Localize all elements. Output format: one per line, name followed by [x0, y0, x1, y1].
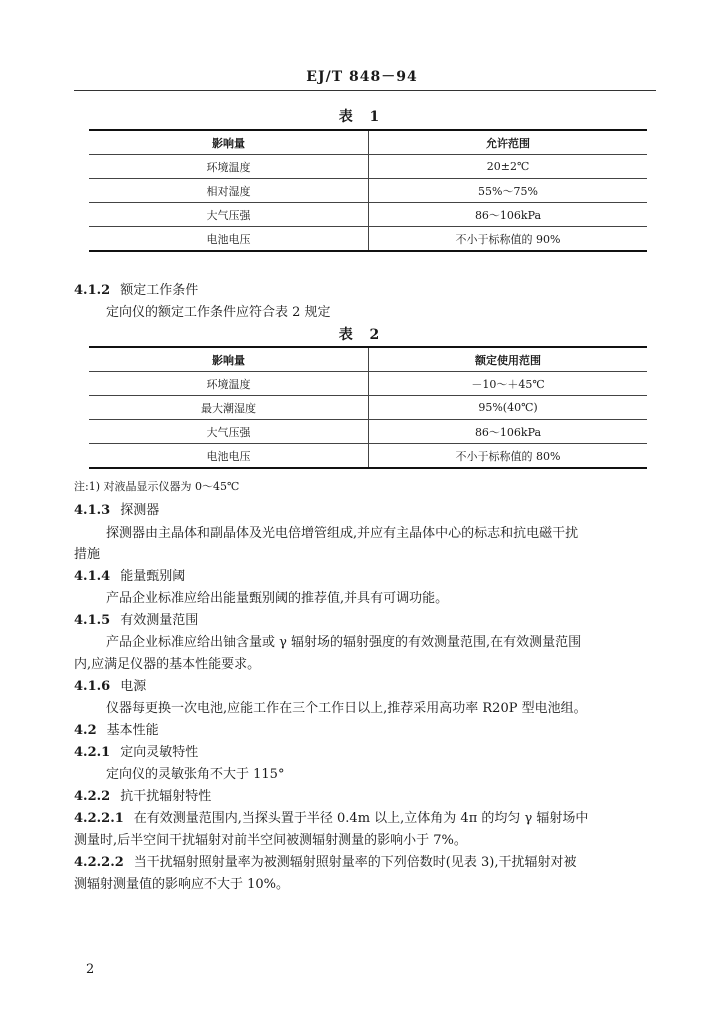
section-4-1-2-heading [74, 279, 198, 298]
table-row [89, 203, 647, 227]
paragraph-continuation: 测辐射测量值的影响应不大于 10%。 [74, 877, 290, 892]
table1-header-row [89, 130, 647, 155]
page-header: EJ/T 848－94 [306, 69, 418, 85]
table-cell: 电池电压 [89, 444, 369, 469]
table-cell: 95%(40℃) [369, 396, 648, 420]
table-cell: 大气压强 [89, 203, 369, 227]
paragraph: 产品企业标准应给出能量甄别阈的推荐值,并具有可调功能。 [106, 591, 449, 606]
table-cell: 环境温度 [89, 372, 369, 396]
paragraph-continuation: 措施 [74, 547, 101, 562]
section-4-1-3-heading [74, 499, 159, 518]
table2-caption: 表 2 [338, 327, 386, 343]
table-row [89, 179, 647, 203]
paragraph: 探测器由主晶体和副晶体及光电倍增管组成,并应有主晶体中心的标志和抗电磁干扰 [106, 526, 579, 541]
table2-col-header: 额定使用范围 [369, 347, 648, 372]
table2-col-header: 影响量 [89, 347, 369, 372]
table-cell: 大气压强 [89, 420, 369, 444]
section-4-2-heading [74, 719, 159, 738]
paragraph-text: 在有效测量范围内,当探头置于半径 0.4m 以上,立体角为 4π 的均匀 γ 辐射场中 [133, 811, 589, 826]
table1 [89, 129, 647, 252]
section-number: 4.2.1 [74, 745, 111, 760]
section-4-1-4-heading [74, 565, 185, 584]
table-cell: 不小于标称值的 90% [369, 227, 648, 252]
table-cell: 86～106kPa [369, 203, 648, 227]
section-number: 4.2.2 [74, 789, 111, 804]
section-4-2-1-heading [74, 741, 198, 760]
table-row [89, 444, 647, 469]
table-cell: 电池电压 [89, 227, 369, 252]
table-cell: 不小于标称值的 80% [369, 444, 648, 469]
table2-header-row [89, 347, 647, 372]
paragraph: 定向仪的灵敏张角不大于 115° [106, 767, 285, 782]
section-title: 电源 [120, 679, 147, 694]
table-row [89, 396, 647, 420]
table-row [89, 227, 647, 252]
section-title: 抗干扰辐射特性 [120, 789, 212, 804]
table-cell: 相对湿度 [89, 179, 369, 203]
section-number: 4.1.3 [74, 503, 111, 518]
section-4-1-6-heading [74, 675, 146, 694]
paragraph: 定向仪的额定工作条件应符合表 2 规定 [106, 305, 331, 320]
paragraph-continuation: 测量时,后半空间干扰辐射对前半空间被测辐射测量的影响小于 7%。 [74, 833, 467, 848]
table2 [89, 346, 647, 469]
section-title: 定向灵敏特性 [120, 745, 199, 760]
table1-caption: 表 1 [338, 109, 386, 125]
table-row [89, 420, 647, 444]
table-cell: 55%～75% [369, 179, 648, 203]
header-rule [74, 90, 656, 91]
section-number: 4.1.4 [74, 569, 111, 584]
paragraph-text: 当干扰辐射照射量率为被测辐射照射量率的下列倍数时(见表 3),干扰辐射对被 [133, 855, 577, 870]
section-title: 能量甄别阈 [120, 569, 186, 584]
paragraph-continuation: 内,应满足仪器的基本性能要求。 [74, 657, 261, 672]
table2-note: 注:1) 对液晶显示仪器为 0～45℃ [74, 480, 240, 493]
section-4-1-5-heading [74, 609, 198, 628]
section-number: 4.1.2 [74, 283, 111, 298]
section-4-2-2-1-paragraph [74, 807, 588, 826]
section-number: 4.2.2.1 [74, 811, 124, 826]
section-4-2-2-2-paragraph [74, 851, 576, 870]
table1-col-header: 允许范围 [369, 130, 648, 155]
paragraph: 仪器每更换一次电池,应能工作在三个工作日以上,推荐采用高功率 R20P 型电池组。 [106, 701, 587, 716]
section-title: 基本性能 [106, 723, 159, 738]
table-cell: 20±2℃ [369, 155, 648, 179]
section-title: 额定工作条件 [120, 283, 199, 298]
table-row [89, 372, 647, 396]
paragraph: 产品企业标准应给出铀含量或 γ 辐射场的辐射强度的有效测量范围,在有效测量范围 [106, 635, 582, 650]
table-cell: －10～＋45℃ [369, 372, 648, 396]
page-number: 2 [86, 962, 95, 977]
section-number: 4.1.5 [74, 613, 111, 628]
section-title: 有效测量范围 [120, 613, 199, 628]
section-4-2-2-heading [74, 785, 211, 804]
table-cell: 环境温度 [89, 155, 369, 179]
table-cell: 最大潮湿度 [89, 396, 369, 420]
table1-col-header: 影响量 [89, 130, 369, 155]
section-number: 4.1.6 [74, 679, 111, 694]
table-cell: 86～106kPa [369, 420, 648, 444]
section-title: 探测器 [120, 503, 160, 518]
table-row [89, 155, 647, 179]
section-number: 4.2 [74, 723, 97, 738]
section-number: 4.2.2.2 [74, 855, 124, 870]
